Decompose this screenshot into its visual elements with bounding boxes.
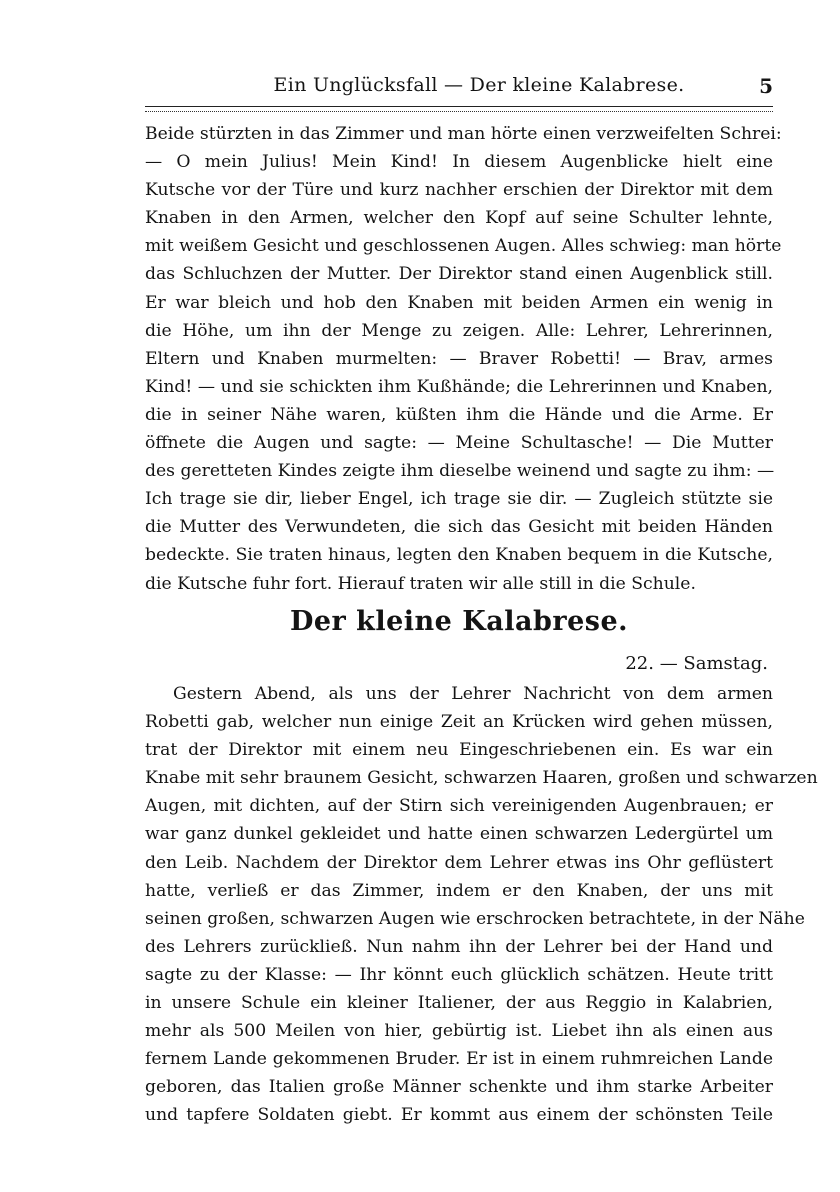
text-line: des Lehrers zurückließ. Nun nahm ihn der Lehrer bei der Hand und [145,936,773,957]
text-line: hatte, verließ er das Zimmer, indem er den Knaben, der uns mit [145,880,773,901]
text-line: des geretteten Kindes zeigte ihm dieselbe weinend und sagte zu ihm: — [145,461,775,482]
text-line: Er war bleich und hob den Knaben mit beiden Armen ein wenig in [145,292,773,313]
paragraph-2 [145,680,818,1130]
text-line: die Höhe, um ihn der Menge zu zeigen. Alle: Lehrer, Lehrerinnen, [145,320,773,341]
text-line: seinen großen, schwarzen Augen wie erschrocken betrachtete, in der Nähe [145,908,805,929]
text-line: mehr als 500 Meilen von hier, gebürtig ist. Liebet ihn als einen aus [145,1021,773,1042]
text-line: sagte zu der Klasse: — Ihr könnt euch glücklich schätzen. Heute tritt [145,964,773,985]
text-line: öffnete die Augen und sagte: — Meine Schultasche! — Die Mutter [145,433,773,454]
text-line: mit weißem Gesicht und geschlossenen Augen. Alles schwieg: man hörte [145,236,782,257]
text-line: und tapfere Soldaten giebt. Er kommt aus einem der schönsten Teile [145,1105,773,1126]
text-line: Eltern und Knaben murmelten: — Braver Robetti! — Brav, armes [145,348,773,369]
text-line: war ganz dunkel gekleidet und hatte einen schwarzen Ledergürtel um [145,824,773,845]
text-line: die Kutsche fuhr fort. Hierauf traten wir alle still in die Schule. [145,573,696,594]
header-rule [145,106,773,112]
dateline: 22. — Samstag. [625,653,768,674]
text-line: geboren, das Italien große Männer schenkte und ihm starke Arbeiter [145,1077,773,1098]
text-line: — O mein Julius! Mein Kind! In diesem Augenblicke hielt eine [145,152,773,173]
section-heading: Der kleine Kalabrese. [289,606,629,637]
text-line: Gestern Abend, als uns der Lehrer Nachricht von dem armen [173,684,773,704]
running-title: Ein Unglücksfall — Der kleine Kalabrese. [273,74,685,96]
text-line: Beide stürzten in das Zimmer und man hörte einen verzweifelten Schrei: [145,124,782,144]
text-line: Augen, mit dichten, auf der Stirn sich vereinigenden Augenbrauen; er [145,796,773,817]
text-line: trat der Direktor mit einem neu Eingeschriebenen ein. Es war ein [145,740,773,761]
text-line: Robetti gab, welcher nun einige Zeit an Krücken wird gehen müssen, [145,712,773,733]
page-number: 5 [759,74,773,98]
text-line: Kind! — und sie schickten ihm Kußhände; die Lehrerinnen und Knaben, [145,376,773,397]
text-line: fernem Lande gekommenen Bruder. Er ist in einem ruhmreichen Lande [145,1049,773,1070]
text-line: Ich trage sie dir, lieber Engel, ich trage sie dir. — Zugleich stützte sie [145,489,773,510]
text-line: die Mutter des Verwundeten, die sich das Gesicht mit beiden Händen [145,517,773,538]
text-line: in unsere Schule ein kleiner Italiener, der aus Reggio in Kalabrien, [145,993,773,1014]
running-head [145,74,773,104]
text-line: den Leib. Nachdem der Direktor dem Lehrer etwas ins Ohr geflüstert [145,852,773,873]
text-line: Knaben in den Armen, welcher den Kopf auf seine Schulter lehnte, [145,208,773,229]
text-line: Kutsche vor der Türe und kurz nachher erschien der Direktor mit dem [145,180,773,201]
paragraph-1 [145,120,782,598]
text-line: Knabe mit sehr braunem Gesicht, schwarzen Haaren, großen und schwarzen [145,768,818,789]
text-line: bedeckte. Sie traten hinaus, legten den Knaben bequem in die Kutsche, [145,545,773,566]
text-line: die in seiner Nähe waren, küßten ihm die Hände und die Arme. Er [145,404,773,425]
text-line: das Schluchzen der Mutter. Der Direktor stand einen Augenblick still. [145,264,773,285]
